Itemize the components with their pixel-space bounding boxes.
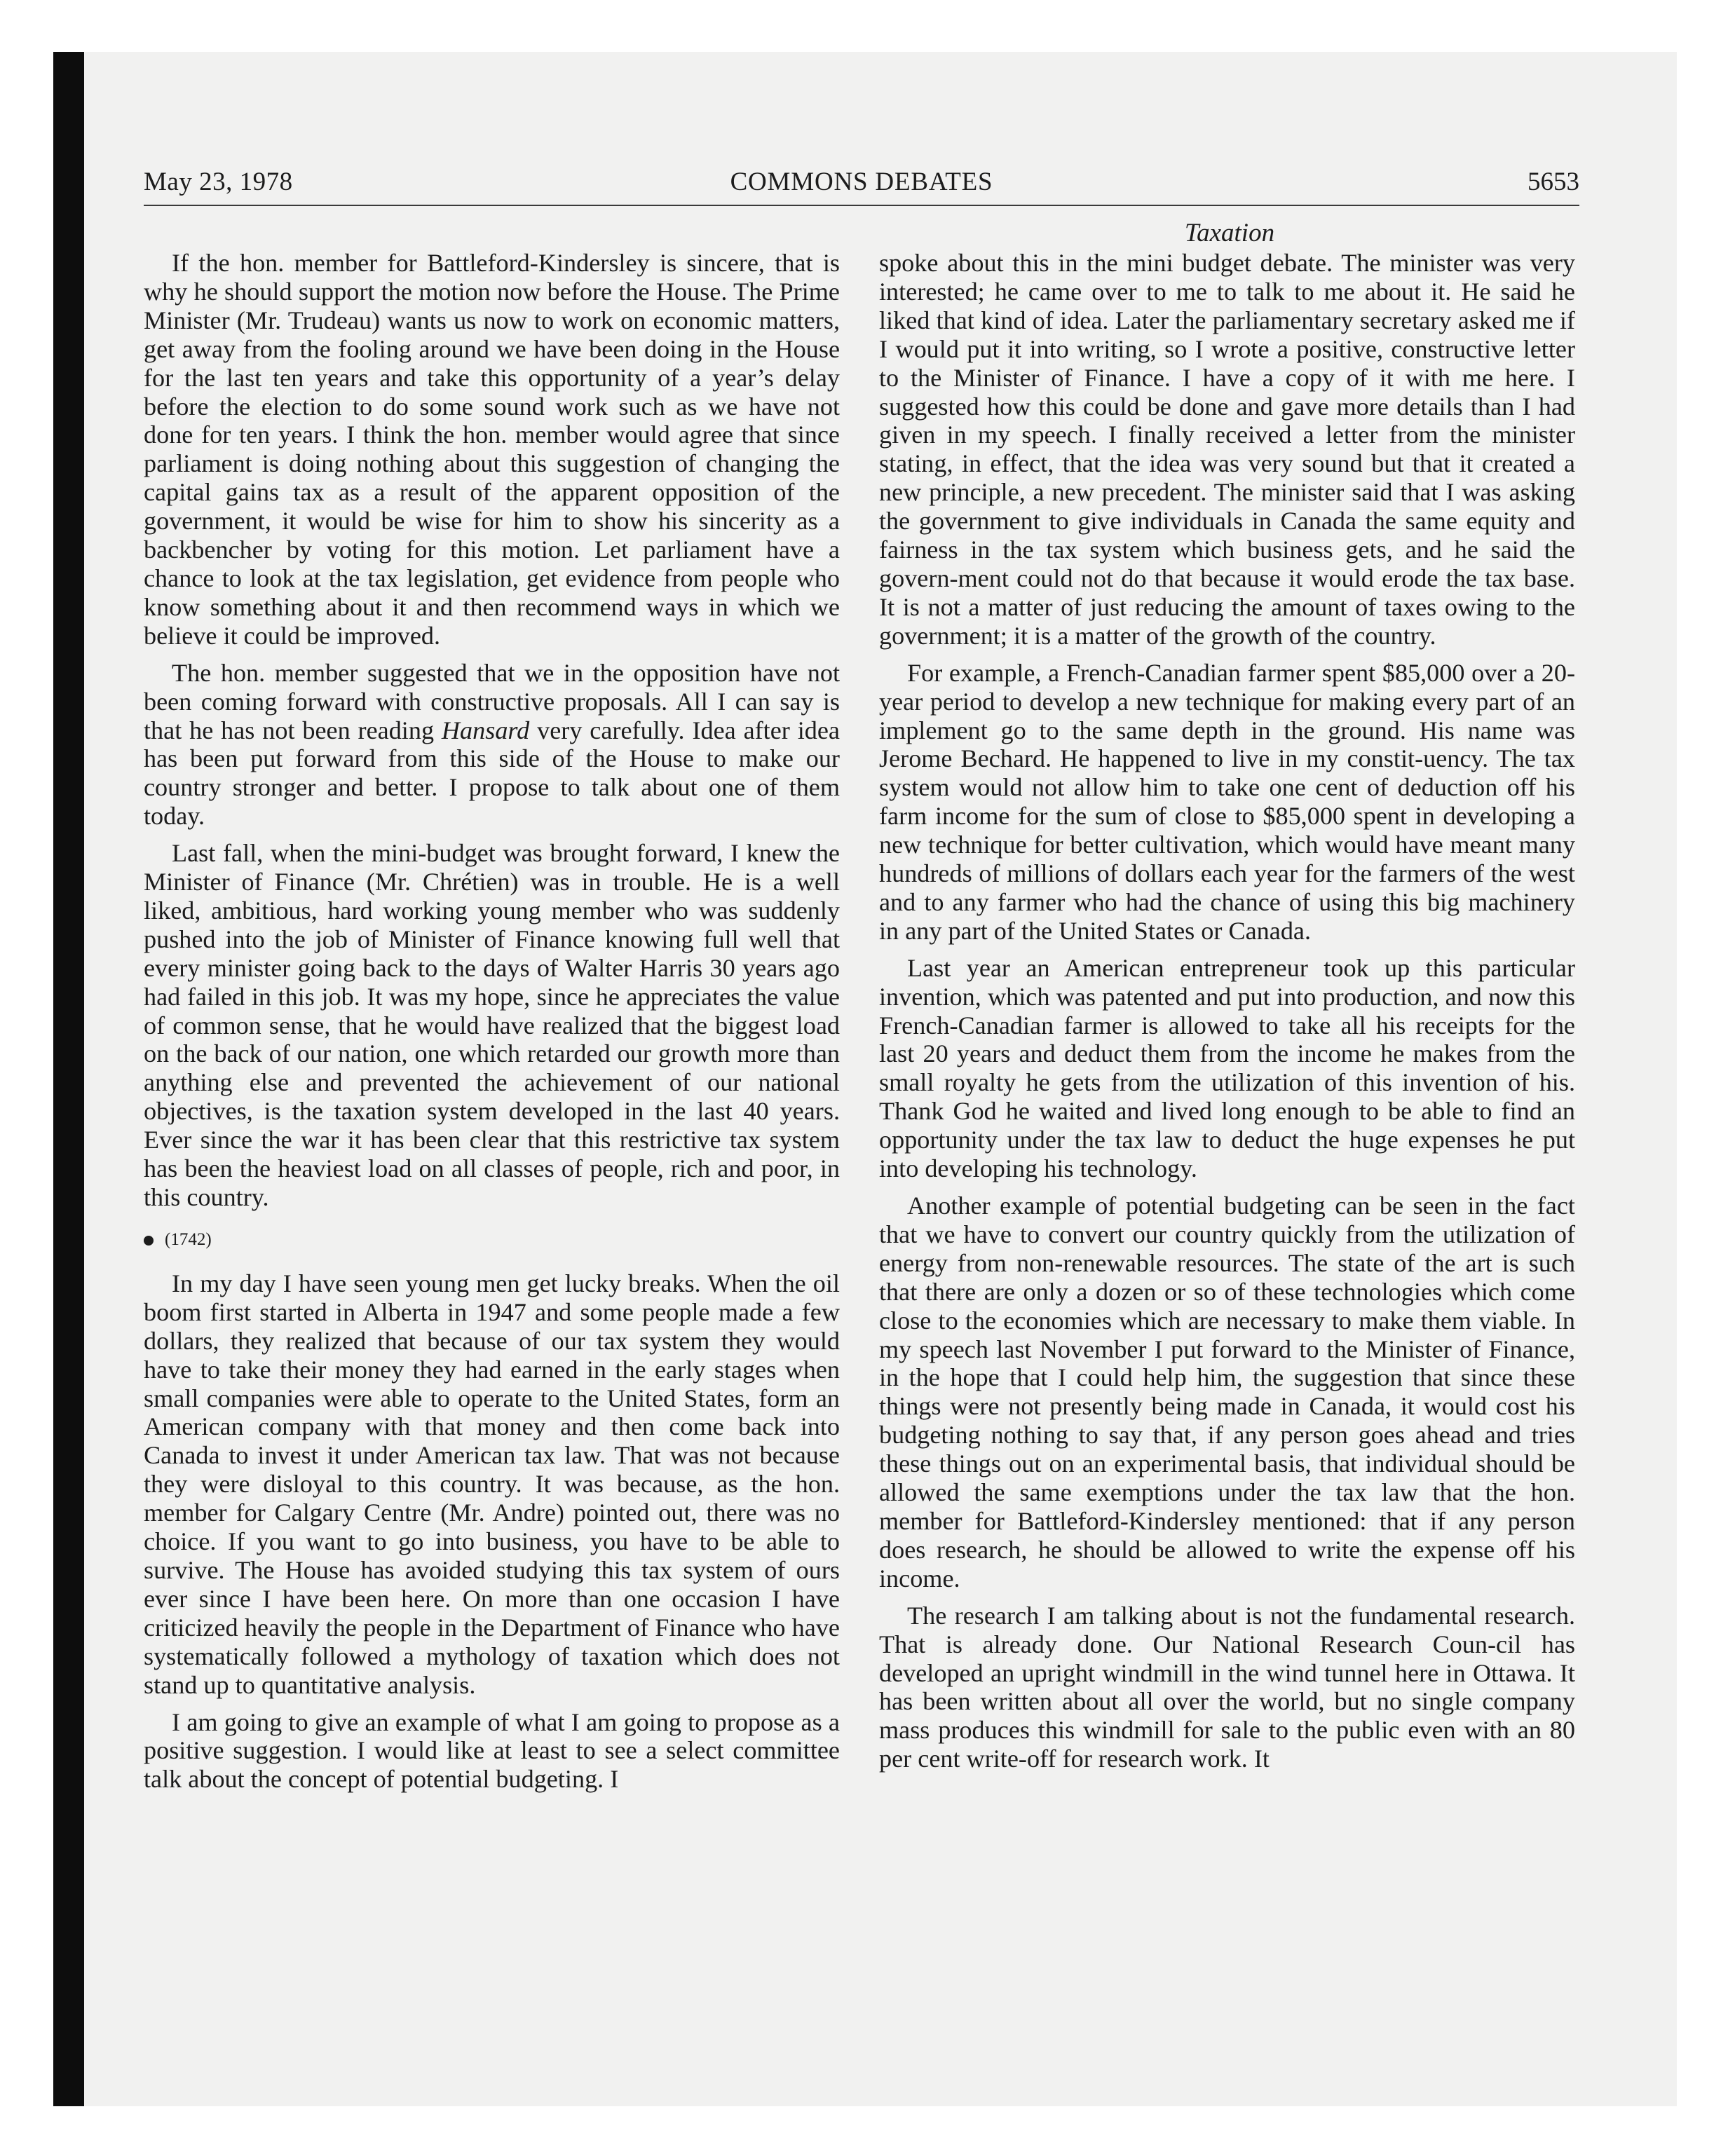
page-header: [144, 165, 1579, 207]
paragraph: I am going to give an example of what I am going to propose as a positive suggestion. I would like at least to see a select committee talk about the concept of potential budgeting. I: [144, 1707, 840, 1794]
paragraph: Last fall, when the mini-budget was brought forward, I knew the Minister of Finance (Mr. Chrétien) was in trouble. He is a well liked, ambitious, hard working young member who was suddenly pushed into the job of Minister of Finance knowing full well that every minister going back to the days of Walter Harris 30 years ago had failed in this job. It was my hope, since he appreciates the value of common sense, that he would have realized that the biggest load on the back of our nation, one which retarded our growth more than anything else and prevented the achievement of our national objectives, is the taxation system developed in the last 40 years. Ever since the war it has been clear that this restrictive tax system has been the heaviest load on all classes of people, rich and poor, in this country.: [144, 839, 840, 1211]
time-marker-label: (1742): [165, 1229, 212, 1249]
paragraph-text: very carefully. Idea after idea has been put forward from this side of the House to make our country stronger and better. I propose to talk about one of them today.: [144, 716, 840, 831]
page-number: 5653: [1528, 168, 1579, 196]
paragraph: For example, a French-Canadian farmer spent $85,000 over a 20-year period to develop a new technique for making every part of an implement go to the same depth in the ground. His name was Jerome Bechard. He happened to live in my constit-uency. The tax system would not allow him to take one cent of deduction off his farm income for the sum of close to $85,000 spent in developing a new technique for better cultivation, which would have meant many hundreds of millions of dollars each year for the farmers of the west and to any farmer who had the chance of using this big machinery in any part of the United States or Canada.: [879, 658, 1575, 945]
time-marker: [144, 1226, 840, 1254]
header-title: COMMONS DEBATES: [730, 168, 993, 196]
scan-binding-edge: [53, 52, 84, 2106]
paragraph: The research I am talking about is not the fundamental research. That is already done. Our National Research Coun-cil has developed an upright windmill in the wind tunnel here in Ottawa. It has been written about all over the world, but no single company mass produces this windmill for sale to the public even with an 80 per cent write-off for research work. It: [879, 1601, 1575, 1773]
paragraph: Another example of potential budgeting can be seen in the fact that we have to convert our country quickly from the utilization of energy from non-renewable resources. The state of the art is such that there are only a dozen or so of these technologies which come close to the economies which are necessary to make them viable. In my speech last November I put forward to the Minister of Finance, in the hope that I could help him, the suggestion that since these things were not presently being made in Canada, it would cost his budgeting nothing to say that, if any person goes ahead and tries these things out on an experimental basis, that individual should be allowed the same exemptions under the tax law that the hon. member for Battleford-Kindersley mentioned: that if any person does research, he should be allowed to write the expense off his income.: [879, 1192, 1575, 1592]
left-column: [144, 249, 840, 1802]
bullet-icon: [144, 1236, 154, 1246]
paragraph: Last year an American entrepreneur took up this particular invention, which was patented and put into production, and now this French-Canadian farmer is allowed to take all his receipts for the last 20 years and deduct them from the income he makes from the small royalty he gets from the utilization of this invention of his. Thank God he waited and lived long enough to be able to find an opportunity under the tax law to deduct the huge expenses he put into developing his technology.: [879, 953, 1575, 1183]
paragraph: In my day I have seen young men get lucky breaks. When the oil boom first started in Alberta in 1947 and some people made a few dollars, they realized that because of our tax system they would have to take their money they had earned in the early stages when small companies were able to operate to the United States, form an American company with that money and then come back into Canada to invest it under American tax law. That was not because they were disloyal to this country. It was because, as the hon. member for Calgary Centre (Mr. Andre) pointed out, there was no choice. If you want to go into business, you have to be able to survive. The House has avoided studying this tax system of ours ever since I have been here. On more than one occasion I have criticized heavily the people in the Department of Finance who have systematically followed a mythology of taxation which does not stand up to quantitative analysis.: [144, 1269, 840, 1699]
right-column: [879, 249, 1575, 1782]
header-date: May 23, 1978: [144, 168, 293, 196]
paragraph: If the hon. member for Battleford-Kindersley is sincere, that is why he should support the motion now before the House. The Prime Minister (Mr. Trudeau) wants us now to work on economic matters, get away from the fooling around we have been doing in the House for the last ten years and take this opportunity of a year’s delay before the election to do some sound work such as we have not done for ten years. I think the hon. member would agree that since parliament is doing nothing about this suggestion of changing the capital gains tax as a result of the apparent opposition of the government, it would be wise for him to show his sincerity as a backbencher by voting for this motion. Let parliament have a chance to look at the tax legislation, get evidence from people who know something about it and then recommend ways in which we believe it could be improved.: [144, 249, 840, 650]
paragraph-text: The hon. member suggested that we in the opposition have not been coming forward with constructive proposals. All I can say is that he has not been reading: [144, 658, 840, 744]
section-title: Taxation: [1184, 219, 1275, 247]
header-rule: [144, 205, 1579, 206]
publication-title: Hansard: [441, 716, 530, 744]
paragraph: [144, 659, 840, 831]
paragraph: spoke about this in the mini budget debate. The minister was very interested; he came over to me to talk to me about it. He said he liked that kind of idea. Later the parliamentary secretary asked me if I would put it into writing, so I wrote a positive, constructive letter to the Minister of Finance. I have a copy of it with me here. I suggested how this could be done and gave more details than I had given in my speech. I finally received a letter from the minister stating, in effect, that the idea was very sound but that it created a new principle, a new precedent. The minister said that I was asking the government to give individuals in Canada the same equity and fairness in the tax system which business gets, and he said the govern-ment could not do that because it would erode the tax base. It is not a matter of just reducing the amount of taxes owing to the government; it is a matter of the growth of the country.: [879, 249, 1575, 650]
